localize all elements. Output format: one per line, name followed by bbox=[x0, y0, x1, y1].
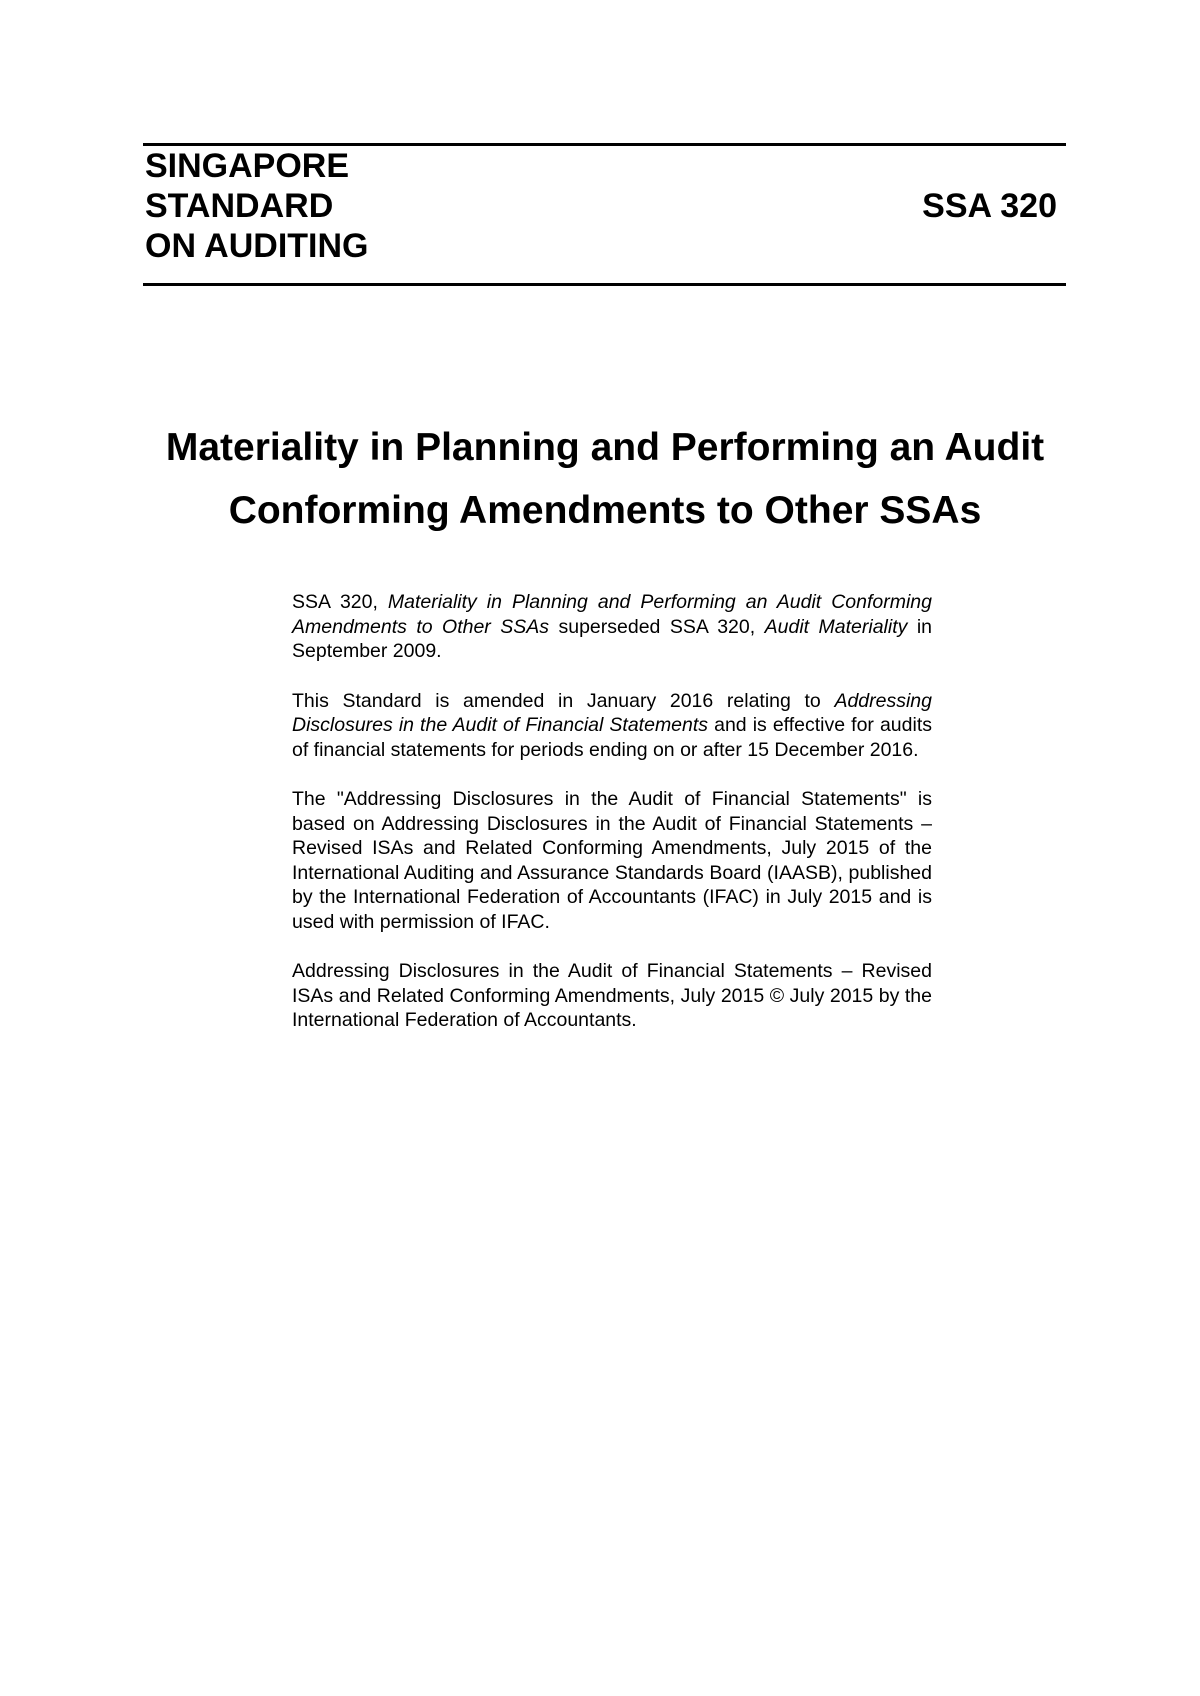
p1-text-a: SSA 320, bbox=[292, 591, 388, 613]
p2-text-c: and is effective for audits of financial statements for periods ending on or after 15 December 2016. bbox=[292, 714, 932, 761]
standard-name-line-3: ON AUDITING bbox=[145, 227, 369, 265]
header-bottom-rule bbox=[143, 283, 1066, 286]
document-title-line-2: Conforming Amendments to Other SSAs bbox=[228, 489, 982, 532]
document-body bbox=[292, 590, 932, 1058]
paragraph-supersession bbox=[292, 590, 932, 664]
p1-old-title-italic: Audit Materiality bbox=[764, 615, 908, 638]
paragraph-source: The "Addressing Disclosures in the Audit of Financial Statements" is based on Addressing Disclosures in the Audit of Financial Statements – Revised ISAs and Related Conforming Amendments, July 2015 of the International Auditing and Assurance Standards Board (IAASB), published by the International Federation of Accountants (IFAC) in July 2015 and is used with permission of IFAC. bbox=[292, 788, 932, 933]
p1-text-e: in September 2009. bbox=[292, 615, 932, 662]
p2-text-a: This Standard is amended in January 2016 relating to bbox=[292, 689, 835, 712]
standard-name-line-2: STANDARD bbox=[145, 187, 334, 225]
standard-name-line-1: SINGAPORE bbox=[145, 147, 350, 185]
paragraph-copyright: Addressing Disclosures in the Audit of Financial Statements – Revised ISAs and Related Conforming Amendments, July 2015 © July 2015 by the International Federation of Accountants. bbox=[292, 960, 932, 1031]
p1-text-c: superseded SSA 320, bbox=[549, 615, 765, 638]
p1-title-italic: Materiality in Planning and Performing an Audit Conforming Amendments to Other SSAs bbox=[292, 591, 933, 638]
standard-code: SSA 320 bbox=[922, 187, 1057, 225]
p2-title-italic: Addressing Disclosures in the Audit of Financial Statements bbox=[292, 689, 932, 736]
paragraph-amendment bbox=[292, 689, 932, 763]
standard-name bbox=[145, 146, 369, 266]
document-title-line-1: Materiality in Planning and Performing an Audit bbox=[165, 426, 1045, 469]
